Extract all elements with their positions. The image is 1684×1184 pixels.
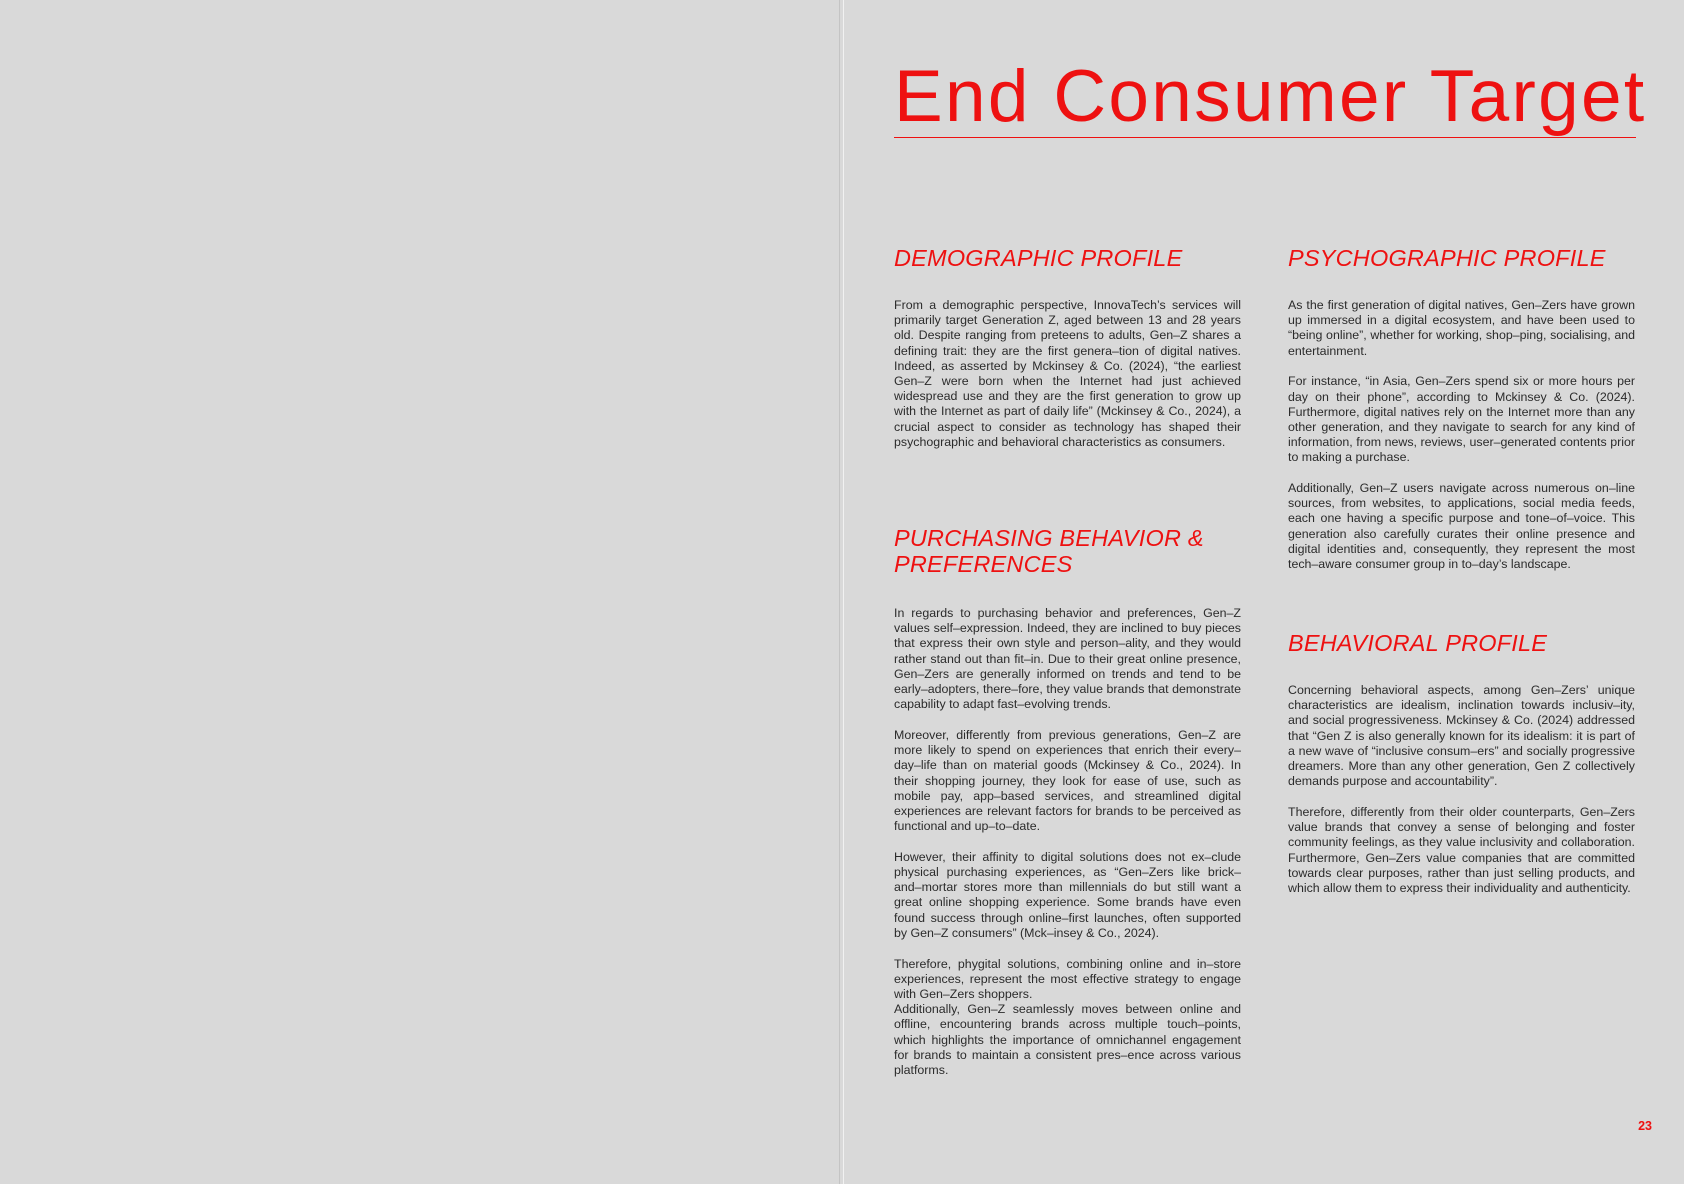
paragraph: From a demographic perspective, InnovaTech’s services will primarily target Generation Z, aged between 13 and 28 years old. Despite ranging from preteens to adults, Gen–Z shares a defining trait: they are the first genera–tion of digital natives. Indeed, as asserted by Mckinsey & Co. (2024), “the earliest Gen–Z were born when the Internet had just achieved widespread use and they are the first generation to grow up with the Internet as part of daily life” (Mckinsey & Co., 2024), a crucial aspect to consider as technology has shaped their psychographic and behavioral characteristics as consumers. <box>894 298 1241 449</box>
purchasing-behavior-section <box>894 525 1241 1078</box>
paragraph: In regards to purchasing behavior and preferences, Gen–Z values self–expression. Indeed, they are inclined to buy pieces that express their own style and person–ality, and they would rather stand out than fit–in. Due to their great online presence, Gen–Zers are generally informed on trends and tend to be early–adopters, there–fore, they value brands that demonstrate capability to adapt fast–evolving trends. <box>894 606 1241 712</box>
page-number: 23 <box>1638 1119 1652 1133</box>
paragraph: Additionally, Gen–Z users navigate across numerous on–line sources, from websites, to applications, social media feeds, each one having a specific purpose and tone–of–voice. This generation also carefully curates their online presence and digital identities and, consequently, they represent the most tech–aware consumer group in to–day’s landscape. <box>1288 481 1635 572</box>
demographic-profile-body <box>894 298 1241 450</box>
heading-line: PREFERENCES <box>894 551 1073 577</box>
paragraph: Moreover, differently from previous generations, Gen–Z are more likely to spend on experiences that enrich their every–day–life than on material goods (Mckinsey & Co., 2024). In their shopping journey, they look for ease of use, such as mobile pay, app–based services, and streamlined digital experiences are relevant factors for brands to be perceived as functional and up–to–date. <box>894 727 1241 834</box>
paragraph: Therefore, phygital solutions, combining online and in–store experiences, represent the most effective strategy to engage with Gen–Zers shoppers. <box>894 956 1241 1001</box>
behavioral-profile-body <box>1288 683 1635 896</box>
paragraph: Additionally, Gen–Z seamlessly moves between online and offline, encountering brands across multiple touch–points, which highlights the importance of omnichannel engagement for brands to maintain a consistent pres–ence across various platforms. <box>894 1002 1241 1077</box>
psychographic-profile-body <box>1288 298 1635 572</box>
behavioral-profile-heading: BEHAVIORAL PROFILE <box>1288 630 1548 656</box>
purchasing-behavior-body <box>894 606 1241 1078</box>
left-page-blank <box>0 0 839 1184</box>
paragraph: For instance, “in Asia, Gen–Zers spend six or more hours per day on their phone”, according to Mckinsey & Co. (2024). Furthermore, digital natives rely on the Internet more than any other generation, and they navigate to search for any kind of information, from news, reviews, user–generated contents prior to making a purchase. <box>1288 374 1635 465</box>
demographic-profile-section <box>894 245 1241 450</box>
purchasing-behavior-heading <box>894 525 1241 577</box>
page-title: End Consumer Target <box>894 56 1647 137</box>
psychographic-profile-heading: PSYCHOGRAPHIC PROFILE <box>1288 245 1606 271</box>
demographic-profile-heading: DEMOGRAPHIC PROFILE <box>894 245 1183 271</box>
title-underline <box>894 137 1636 138</box>
psychographic-profile-section <box>1288 245 1635 572</box>
right-page <box>844 0 1684 1184</box>
paragraph: Therefore, differently from their older counterparts, Gen–Zers value brands that convey a sense of belonging and foster community feelings, as they value inclusivity and collaboration. Furthermore, Gen–Zers value companies that are committed towards clear purposes, rather than just selling products, and which allow them to express their individuality and authenticity. <box>1288 804 1635 895</box>
paragraph: As the first generation of digital natives, Gen–Zers have grown up immersed in a digital ecosystem, and have been used to “being online”, whether for working, shop–ping, socialising, and entertainment. <box>1288 298 1635 358</box>
heading-line: PURCHASING BEHAVIOR & <box>894 525 1204 551</box>
paragraph: However, their affinity to digital solutions does not ex–clude physical purchasing experiences, as “Gen–Zers like brick–and–mortar stores more than millennials do but still want a great online shopping experience. Some brands have even found success through online–first launches, often supported by Gen–Z consumers” (Mck–insey & Co., 2024). <box>894 849 1241 940</box>
paragraph: Concerning behavioral aspects, among Gen–Zers’ unique characteristics are idealism, inclination towards inclusiv–ity, and social progressiveness. Mckinsey & Co. (2024) addressed that “Gen Z is also generally known for its idealism: it is part of a new wave of “inclusive consum–ers” and socially progressive dreamers. More than any other generation, Gen Z collectively demands purpose and accountability”. <box>1288 683 1635 789</box>
behavioral-profile-section <box>1288 630 1635 896</box>
